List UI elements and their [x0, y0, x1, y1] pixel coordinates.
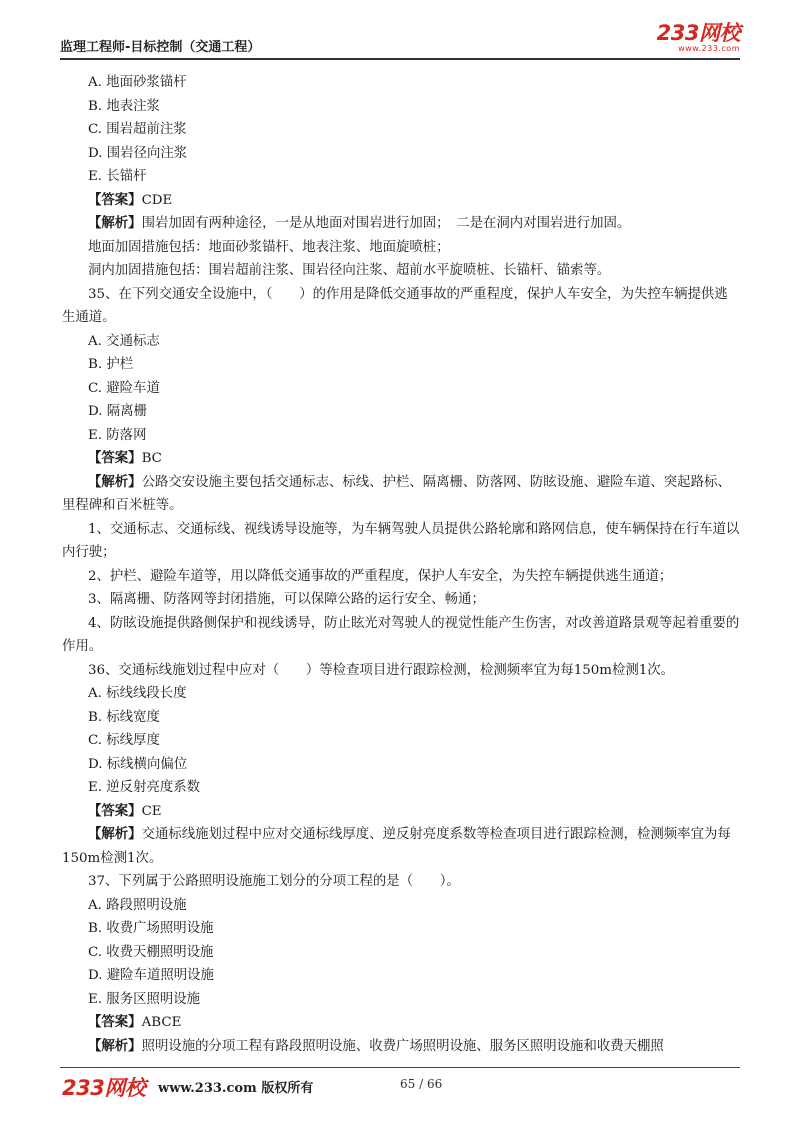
line-text: ABCE: [141, 1015, 182, 1030]
line-text: D. 隔离栅: [88, 404, 147, 419]
footer-logo: 233网校: [62, 1076, 146, 1100]
text-line: [62, 588, 740, 612]
text-line: [62, 400, 740, 424]
text-line: [62, 706, 740, 730]
line-text: B. 标线宽度: [88, 709, 160, 725]
line-text: A. 地面砂浆锚杆: [88, 75, 187, 90]
document-body: [62, 71, 740, 1058]
line-text: 交通标线施划过程中应对交通标线厚度、逆反射亮度系数等检查项目进行跟踪检测，检测频率宜为每150m检测1次。: [62, 827, 731, 866]
answer-line: [62, 1035, 740, 1059]
line-text: CE: [141, 803, 162, 819]
line-text: C. 收费天棚照明设施: [88, 944, 214, 960]
footer-divider: [60, 1067, 740, 1068]
answer-line: [62, 189, 740, 213]
brand-logo-text: 233网校: [656, 21, 740, 45]
text-line: [62, 941, 740, 965]
text-line: [62, 870, 740, 894]
section-tag: 【解析】: [88, 826, 142, 842]
text-line: [62, 729, 740, 753]
line-text: A. 交通标志: [88, 333, 160, 349]
line-text: E. 服务区照明设施: [88, 991, 201, 1007]
section-tag: 【答案】: [88, 802, 142, 819]
text-line: [62, 988, 740, 1012]
line-text: 35、在下列交通安全设施中，（ ）的作用是降低交通事故的严重程度，保护人车安全，为失控车辆提供逃生通道。: [62, 286, 728, 325]
section-tag: 【答案】: [88, 1014, 142, 1030]
answer-line: [62, 800, 740, 824]
line-text: D. 标线横向偏位: [88, 756, 188, 772]
line-text: 1、交通标志、交通标线、视线诱导设施等，为车辆驾驶人员提供公路轮廓和路网信息，使车辆保持在行车道以内行驶；: [62, 521, 740, 560]
text-line: [62, 565, 740, 589]
text-line: [62, 659, 740, 683]
answer-line: [62, 447, 740, 471]
line-text: B. 护栏: [88, 357, 134, 372]
line-text: B. 收费广场照明设施: [88, 921, 214, 936]
answer-line: [62, 212, 740, 236]
line-text: 4、防眩设施提供路侧保护和视线诱导，防止眩光对驾驶人的视觉性能产生伤害，对改善道路景观等起着重要的作用。: [62, 615, 740, 654]
page-number: 65 / 66: [400, 1077, 443, 1091]
line-text: A. 路段照明设施: [88, 897, 187, 913]
text-line: [62, 165, 740, 189]
section-tag: 【答案】: [88, 450, 142, 466]
text-line: [62, 518, 740, 565]
line-text: 围岩加固有两种途径，一是从地面对围岩进行加固； 二是在洞内对围岩进行加固。: [141, 216, 631, 231]
line-text: B. 地表注浆: [88, 98, 160, 114]
text-line: [62, 71, 740, 95]
text-line: [62, 259, 740, 283]
answer-line: [62, 1011, 740, 1035]
text-line: [62, 424, 740, 448]
text-line: [62, 377, 740, 401]
header-divider: [60, 58, 740, 60]
line-text: C. 避险车道: [88, 380, 160, 396]
page-footer: [60, 1072, 740, 1102]
text-line: [62, 118, 740, 142]
section-tag: 【解析】: [88, 215, 142, 231]
text-line: [62, 964, 740, 988]
line-text: C. 围岩超前注浆: [88, 122, 187, 137]
text-line: [62, 353, 740, 377]
text-line: [62, 753, 740, 777]
line-text: E. 逆反射亮度系数: [88, 780, 201, 795]
text-line: [62, 236, 740, 260]
answer-line: [62, 823, 740, 870]
text-line: [62, 612, 740, 659]
line-text: 地面加固措施包括：地面砂浆锚杆、地表注浆、地面旋喷桩；: [88, 239, 450, 255]
brand-logo-url: www.233.com: [678, 44, 740, 53]
text-line: [62, 283, 740, 330]
line-text: 照明设施的分项工程有路段照明设施、收费广场照明设施、服务区照明设施和收费天棚照: [141, 1038, 664, 1054]
text-line: [62, 330, 740, 354]
section-tag: 【答案】: [88, 191, 142, 208]
line-text: A. 标线线段长度: [88, 686, 187, 701]
page-header: [60, 22, 740, 62]
line-text: 3、隔离栅、防落网等封闭措施，可以保障公路的运行安全、畅通；: [88, 592, 485, 607]
line-text: D. 围岩径向注浆: [88, 145, 188, 161]
section-tag: 【解析】: [88, 473, 142, 490]
line-text: 37、下列属于公路照明设施施工划分的分项工程的是（ ）。: [88, 874, 460, 889]
section-tag: 【解析】: [88, 1037, 142, 1054]
text-line: [62, 894, 740, 918]
line-text: E. 长锚杆: [88, 169, 147, 184]
text-line: [62, 682, 740, 706]
line-text: D. 避险车道照明设施: [88, 968, 214, 983]
answer-line: [62, 471, 740, 518]
line-text: 洞内加固措施包括：围岩超前注浆、围岩径向注浆、超前水平旋喷桩、长锚杆、锚索等。: [88, 263, 611, 278]
text-line: [62, 917, 740, 941]
text-line: [62, 776, 740, 800]
text-line: [62, 142, 740, 166]
line-text: CDE: [141, 192, 173, 208]
line-text: 2、护栏、避险车道等，用以降低交通事故的严重程度，保护人车安全，为失控车辆提供逃生通道；: [88, 568, 673, 584]
line-text: 36、交通标线施划过程中应对（ ）等检查项目进行跟踪检测，检测频率宜为每150m检测1次。: [88, 662, 675, 678]
line-text: C. 标线厚度: [88, 733, 160, 748]
line-text: BC: [141, 451, 162, 466]
line-text: 公路交安设施主要包括交通标志、标线、护栏、隔离栅、防落网、防眩设施、避险车道、突起路标、里程碑和百米桩等。: [62, 474, 731, 513]
brand-logo: [657, 22, 740, 53]
copyright-text: www.233.com 版权所有: [158, 1081, 314, 1096]
document-title: 监理工程师-目标控制（交通工程）: [60, 40, 261, 55]
line-text: E. 防落网: [88, 427, 147, 443]
text-line: [62, 95, 740, 119]
